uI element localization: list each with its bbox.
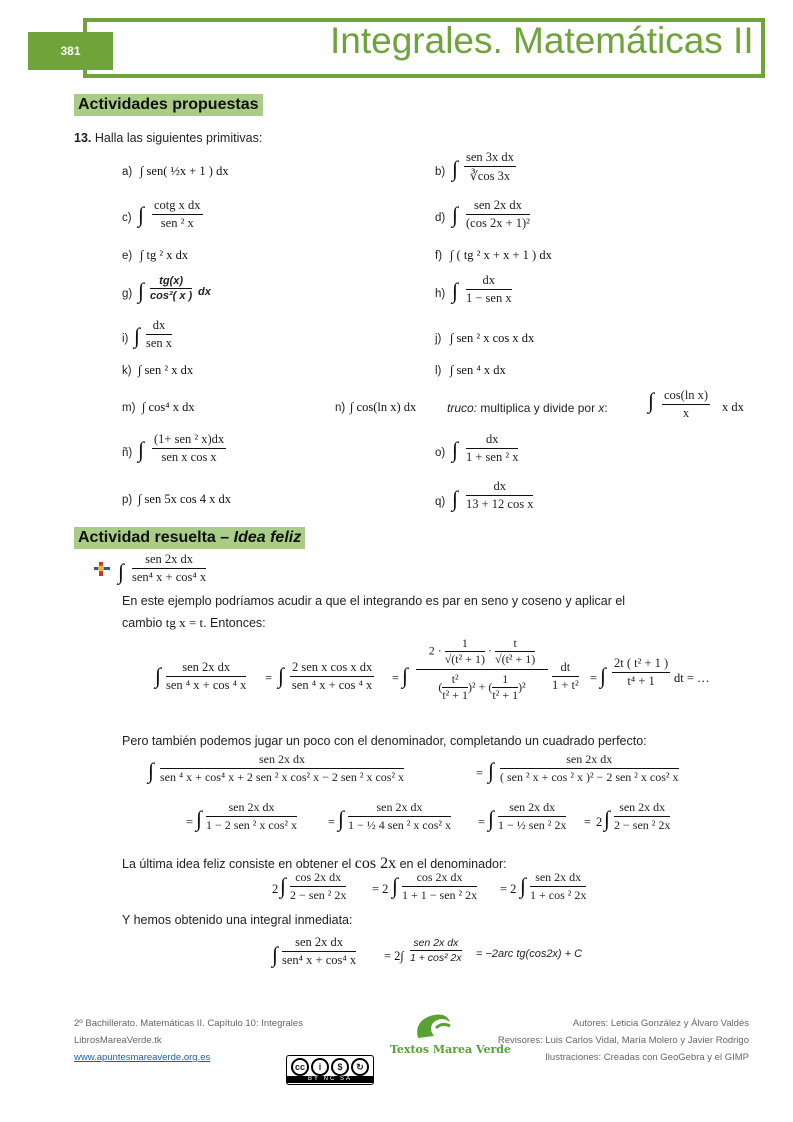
eq5-rhs: = −2arc tg(cos2x) + C — [476, 948, 583, 960]
item-expr-f: ∫ ( tg ² x + x + 1 ) dx — [450, 248, 552, 262]
integral-sign-icon: ∫ — [138, 202, 145, 227]
footer-course: 2º Bachillerato. Matemáticas II. Capítulo 10: Integrales — [74, 1018, 303, 1029]
item-label-d: d) — [435, 212, 446, 224]
item-frac-b: sen 3x dx ∛cos 3x — [466, 150, 514, 183]
eq3-d: sen 2x dx 2 − sen ² 2x — [614, 800, 671, 832]
footer-reviewers: Revisores: Luis Carlos Vidal, María Molero y Javier Rodrigo — [497, 1035, 749, 1046]
equals-sign: = — [590, 671, 598, 685]
item-frac-nn: (1+ sen ² x)dx sen x cos x — [154, 432, 225, 464]
item-label-k: k) — [122, 365, 132, 377]
footer-link[interactable]: www.apuntesmareaverde.org.es — [74, 1052, 211, 1063]
footer-authors: Autores: Leticia González y Álvaro Valdés — [572, 1018, 749, 1029]
integral-sign-icon: ∫ — [452, 486, 459, 511]
integral-sign-icon: ∫ — [118, 559, 125, 584]
item-frac-h: dx 1 − sen x — [466, 273, 512, 305]
cc-icon: cc — [291, 1058, 309, 1076]
footer-site: LibrosMareaVerde.tk — [74, 1035, 162, 1046]
eq4-b: cos 2x dx 1 + 1 − sen ² 2x — [402, 870, 478, 902]
item-label-i: i) — [122, 333, 129, 345]
nc-icon: $ — [331, 1058, 349, 1076]
equals-sign: = 2 — [500, 882, 517, 896]
item-expr-m: ∫ cos⁴ x dx — [142, 400, 195, 414]
integral-sign-icon: ∫ — [196, 806, 203, 831]
eq5-lhs: sen 2x dx sen⁴ x + cos⁴ x — [282, 935, 357, 967]
eq3-b: sen 2x dx 1 − ½ 4 sen ² x cos² x — [348, 800, 451, 832]
solved-heading-italic: Idea feliz — [233, 529, 302, 546]
paragraph-2: Pero también podemos jugar un poco con el denominador, completando un cuadrado perfecto: — [122, 734, 647, 748]
eq3-a: sen 2x dx 1 − 2 sen ² x cos² x — [206, 800, 297, 832]
equals-sign: = — [265, 671, 273, 685]
integral-sign-icon: ∫ — [278, 663, 285, 688]
integral-sign-icon: ∫ — [280, 873, 287, 898]
trick-tail: x dx — [722, 400, 744, 414]
integral-sign-icon: ∫ — [338, 806, 345, 831]
paragraph-4: Y hemos obtenido una integral inmediata: — [122, 913, 353, 927]
footer-link-wrap — [74, 1052, 210, 1063]
integral-sign-icon: ∫ — [452, 156, 459, 181]
item-label-b: b) — [435, 166, 446, 178]
item-frac-o: dx 1 + sen ² x — [466, 432, 519, 464]
section-heading-activities: Actividades propuestas — [74, 94, 263, 116]
integral-sign-icon: ∫ — [452, 202, 459, 227]
integral-sign-icon: ∫ — [134, 323, 141, 348]
pushpin-icon — [93, 561, 111, 577]
item-expr-j: ∫ sen ² x cos x dx — [450, 331, 535, 345]
integral-sign-icon: ∫ — [604, 806, 611, 831]
integral-sign-icon: ∫ — [452, 437, 459, 462]
solved-integral: sen 2x dx sen⁴ x + cos⁴ x — [132, 552, 207, 584]
item-label-l: l) — [435, 365, 442, 377]
eq2-b: sen 2x dx ( sen ² x + cos ² x )² − 2 sen ² x cos² x — [500, 752, 679, 784]
item-frac-c: cotg x dx sen ² x — [154, 198, 201, 230]
equals-sign: = 2 — [372, 882, 389, 896]
eq3-c: sen 2x dx 1 − ½ sen ² 2x — [498, 800, 567, 832]
item-label-o: o) — [435, 447, 446, 459]
eq4-c: sen 2x dx 1 + cos ² 2x — [530, 870, 587, 902]
exercise-intro — [74, 131, 262, 145]
item-label-h: h) — [435, 288, 446, 300]
paragraph-1a: En este ejemplo podríamos acudir a que el integrando es par en seno y coseno y aplicar el — [122, 594, 626, 608]
item-label-n: n) — [335, 402, 346, 414]
integral-sign-icon: ∫ — [402, 663, 409, 688]
integral-sign-icon: ∫ — [155, 663, 162, 688]
footer-illustrations: Ilustraciones: Creadas con GeoGebra y el GIMP — [545, 1052, 749, 1063]
trick-text: multiplica y divide por — [480, 401, 596, 415]
eq4-a: cos 2x dx 2 − sen ² 2x — [290, 870, 347, 902]
person-icon: i — [311, 1058, 329, 1076]
integral-sign-icon: ∫ — [520, 873, 527, 898]
marea-verde-logo-icon — [412, 1008, 472, 1042]
exercise-number: 13. — [74, 131, 92, 145]
eq1-lhs: sen 2x dx sen ⁴ x + cos ⁴ x — [166, 660, 247, 692]
item-label-nn: ñ) — [122, 447, 133, 459]
item-expr-e: ∫ tg ² x dx — [140, 248, 189, 262]
item-tail-g: dx — [198, 286, 211, 298]
item-expr-k: ∫ sen ² x dx — [138, 363, 194, 377]
sa-icon: ↻ — [351, 1058, 369, 1076]
integral-sign-icon: ∫ — [148, 758, 155, 783]
integral-sign-icon: ∫ — [488, 806, 495, 831]
cc-license-badge — [286, 1055, 374, 1085]
item-frac-d: sen 2x dx (cos 2x + 1)² — [466, 198, 530, 230]
integral-sign-icon: ∫ — [648, 388, 655, 413]
equals-sign: = — [186, 815, 194, 829]
eq1-tail: dt = … — [674, 671, 710, 685]
trick-frac: $\frac{\text{cos(ln x)}}{x}$ — [664, 388, 709, 420]
equals-sign: = — [328, 815, 336, 829]
item-expr-a: ∫ sen( ½x + 1 ) dx — [140, 164, 229, 178]
item-expr-n: ∫ cos(ln x) dx — [350, 400, 417, 414]
eq1-big-fraction: 2 · $\frac{1}{\text{√(t² + 1)}}$ · $\frac{t}{\text{√(t² + 1)}}$ ( $\frac{\text{t²}}{\text{t² + 1}}$ )² + ( $\frac{1}{\text{t² + 1}}$ )² — [416, 636, 548, 703]
eq4-coef: 2 — [272, 882, 279, 896]
eq2-a: sen 2x dx sen ⁴ x + cos⁴ x + 2 sen ² x cos² x − 2 sen ² x cos² x — [160, 752, 405, 784]
trick-colon: : — [604, 401, 608, 415]
integral-sign-icon: ∫ — [272, 942, 279, 967]
logo-text: Textos Marea Verde — [390, 1043, 511, 1056]
trick-var: x — [598, 401, 605, 415]
trick-italic: truco: — [447, 401, 478, 415]
page-number: 381 — [28, 32, 113, 70]
integral-sign-icon: ∫ — [138, 437, 145, 462]
integral-sign-icon: ∫ — [600, 663, 607, 688]
item-frac-g: $\frac{tg(x)}{\text{cos²( x )}}$ — [150, 275, 193, 302]
item-label-g: g) — [122, 288, 133, 300]
integral-sign-icon: ∫ — [488, 758, 495, 783]
eq3-coef: 2 — [596, 815, 603, 829]
eq1-mid: 2 sen x cos x dx sen ⁴ x + cos ⁴ x — [291, 660, 373, 692]
paragraph-3: La última idea feliz consiste en obtener el cos 2x en el denominador: — [122, 855, 507, 872]
item-expr-p: ∫ sen 5x cos 4 x dx — [138, 492, 231, 506]
item-label-a: a) — [122, 166, 133, 178]
page-title: Integrales. Matemáticas II — [330, 20, 754, 61]
equals-sign: = — [392, 671, 400, 685]
item-expr-l: ∫ sen ⁴ x dx — [450, 363, 506, 377]
item-label-p: p) — [122, 494, 133, 506]
solved-heading-main: Actividad resuelta – — [78, 529, 230, 546]
cc-badge-text: BY NC SA — [287, 1076, 373, 1083]
eq5-mid: sen 2x dx 1 + cos² 2x — [410, 937, 462, 964]
item-frac-i: dx sen x — [146, 318, 173, 350]
integral-sign-icon: ∫ — [452, 278, 459, 303]
item-label-c: c) — [122, 212, 132, 224]
equals-sign: = — [584, 815, 592, 829]
item-label-q: q) — [435, 496, 446, 508]
eq1-dt: $\frac{dt}{\text{1 + t²}}$ — [552, 660, 579, 692]
integral-sign-icon: ∫ — [138, 278, 145, 303]
equals-sign: = — [476, 766, 484, 780]
item-label-e: e) — [122, 250, 133, 262]
trick-note — [447, 401, 608, 415]
integral-sign-icon: ∫ — [392, 873, 399, 898]
paragraph-1b: cambio tg x = t. Entonces: — [122, 615, 266, 630]
item-frac-q: $\frac{dx}{\text{13 + 12 cos x}}$ — [466, 479, 534, 511]
equals-sign: = 2∫ — [384, 949, 404, 963]
eq1-rhs: $\frac{\text{2t ( t² + 1 )}}{\text{t⁴ + 1}}$ — [614, 656, 669, 688]
item-label-f: f) — [435, 250, 443, 262]
item-label-m: m) — [122, 402, 136, 414]
section-heading-solved — [74, 527, 305, 549]
exercise-text: Halla las siguientes primitivas: — [94, 131, 263, 145]
equals-sign: = — [478, 815, 486, 829]
item-label-j: j) — [435, 333, 442, 345]
